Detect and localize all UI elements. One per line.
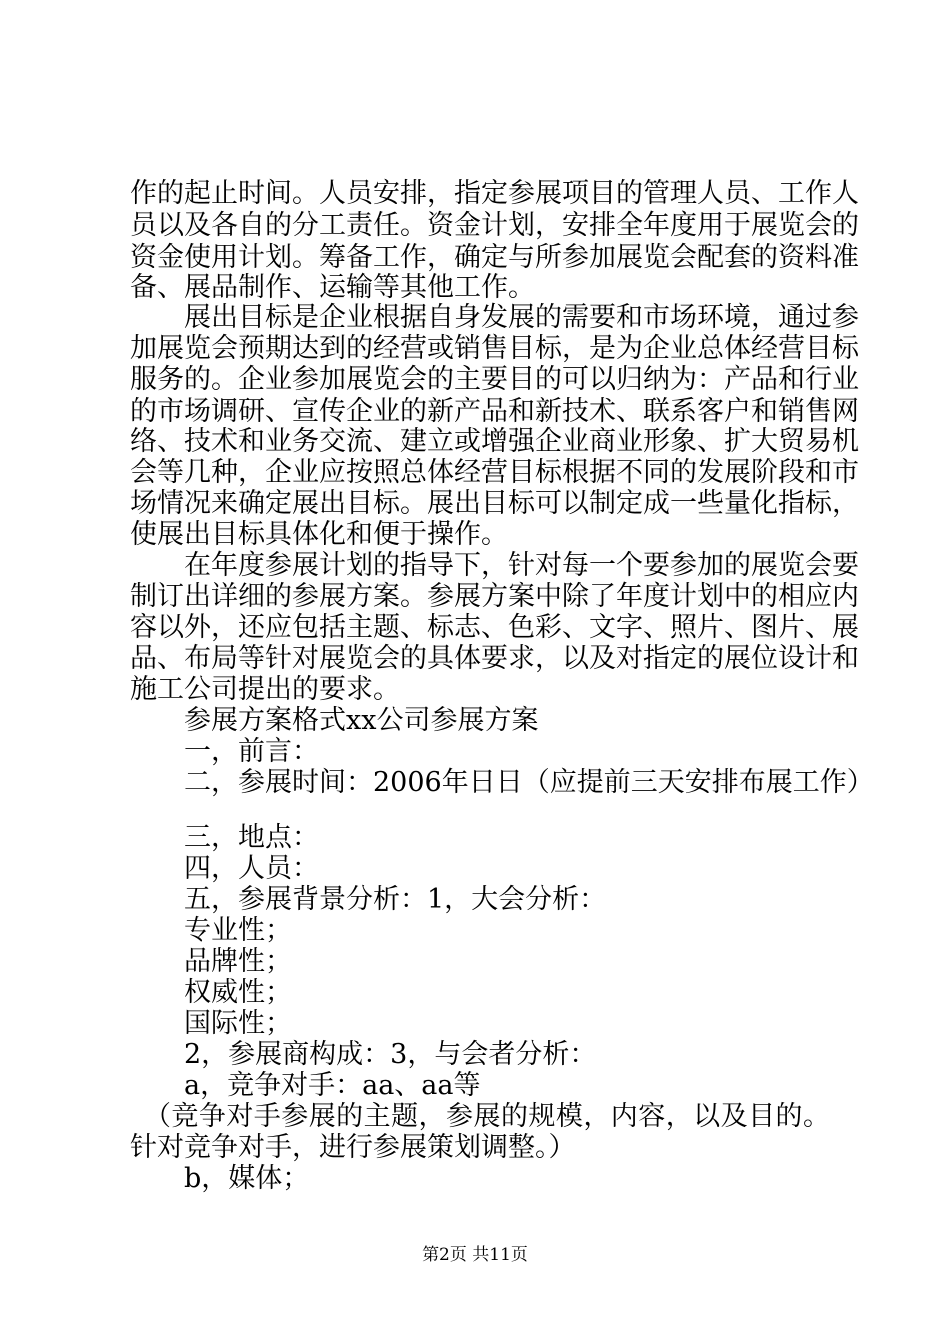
text-line: 场情况来确定展出目标。展出目标可以制定成一些量化指标， bbox=[130, 488, 859, 519]
text-line: 络、技术和业务交流、建立或增强企业商业形象、扩大贸易机 bbox=[130, 426, 859, 457]
text-line: 资金使用计划。筹备工作，确定与所参加展览会配套的资料准 bbox=[130, 242, 859, 273]
text-line: a，竞争对手：aa、aa等 bbox=[130, 1070, 481, 1101]
text-line: 参展方案格式xx公司参展方案 bbox=[130, 705, 539, 736]
text-line: 针对竞争对手，进行参展策划调整。） bbox=[130, 1132, 576, 1163]
text-line: 制订出详细的参展方案。参展方案中除了年度计划中的相应内 bbox=[130, 581, 859, 612]
text-line: 权威性； bbox=[130, 977, 292, 1008]
text-line: 二，参展时间：2006年日日（应提前三天安排布展工作） bbox=[130, 767, 874, 798]
text-line: 使展出目标具体化和便于操作。 bbox=[130, 519, 508, 550]
text-line: 四，人员： bbox=[130, 853, 319, 884]
text-line: 国际性； bbox=[130, 1008, 292, 1039]
text-line: （竞争对手参展的主题，参展的规模，内容，以及目的。 bbox=[130, 1101, 830, 1132]
text-line: 品、布局等针对展览会的具体要求，以及对指定的展位设计和 bbox=[130, 643, 859, 674]
text-line: 服务的。企业参加展览会的主要目的可以归纳为：产品和行业 bbox=[130, 364, 859, 395]
text-line: 员以及各自的分工责任。资金计划，安排全年度用于展览会的 bbox=[130, 210, 859, 241]
text-line: 容以外，还应包括主题、标志、色彩、文字、照片、图片、展 bbox=[130, 612, 859, 643]
text-line: 专业性； bbox=[130, 915, 292, 946]
text-line: b，媒体； bbox=[130, 1163, 310, 1194]
text-line: 展出目标是企业根据自身发展的需要和市场环境，通过参 bbox=[130, 302, 859, 333]
text-line: 施工公司提出的要求。 bbox=[130, 674, 400, 705]
text-line: 的市场调研、宣传企业的新产品和新技术、联系客户和销售网 bbox=[130, 396, 859, 427]
text-line: 备、展品制作、运输等其他工作。 bbox=[130, 272, 535, 303]
text-line: 五，参展背景分析：1，大会分析： bbox=[130, 884, 607, 915]
text-line: 加展览会预期达到的经营或销售目标，是为企业总体经营目标 bbox=[130, 333, 859, 364]
text-line: 作的起止时间。人员安排，指定参展项目的管理人员、工作人 bbox=[130, 178, 859, 209]
page-footer: 第2页 共11页 bbox=[422, 1245, 528, 1265]
text-line: 三，地点： bbox=[130, 822, 319, 853]
text-line: 会等几种，企业应按照总体经营目标根据不同的发展阶段和市 bbox=[130, 457, 859, 488]
text-line: 在年度参展计划的指导下，针对每一个要参加的展览会要 bbox=[130, 550, 859, 581]
text-line: 品牌性； bbox=[130, 946, 292, 977]
text-line: 一，前言： bbox=[130, 736, 319, 767]
text-line: 2，参展商构成：3，与会者分析： bbox=[130, 1039, 597, 1070]
